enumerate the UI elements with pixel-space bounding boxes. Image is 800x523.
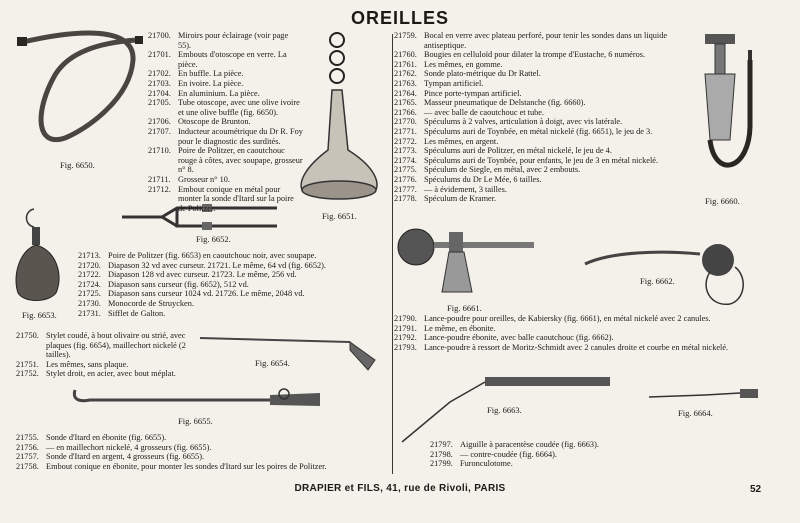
catalog-entry	[394, 89, 684, 99]
catalog-number: 21711.	[148, 174, 171, 184]
catalog-description: Bocal en verre avec plateau perforé, pour tenir les sondes dans un liquide antiseptique.	[424, 31, 668, 50]
catalog-number: 21774.	[394, 155, 417, 165]
catalog-description: Les mêmes, sans plaque.	[46, 359, 129, 369]
catalog-number: 21703.	[148, 78, 171, 88]
catalog-description: Sonde plato-métrique du Dr Rattel.	[424, 69, 541, 79]
catalog-number: 21731.	[78, 308, 101, 318]
catalog-number: 21706.	[148, 117, 171, 127]
catalog-entry	[430, 459, 730, 469]
catalog-description: Stylet droit, en acier, avec bout méplat.	[46, 369, 176, 379]
catalog-entry	[394, 194, 684, 204]
catalog-number: 21764.	[394, 88, 417, 98]
figure-caption-6662: Fig. 6662.	[640, 276, 675, 286]
catalog-description: Sonde d'Itard en ébonite (fig. 6655).	[46, 433, 167, 442]
catalog-description: Sonde d'Itard en argent, 4 grosseurs (fig. 6655).	[46, 452, 205, 462]
catalog-entry	[148, 127, 303, 146]
catalog-entry	[394, 185, 684, 195]
politzer-bulb-illustration	[16, 205, 66, 305]
catalog-description: Diapason 32 vd avec curseur. 21721. Le même, 64 vd (fig. 6652).	[108, 260, 326, 270]
catalog-description: Poire de Politzer, en caoutchouc rouge à côtes, avec soupape, grosseur n° 8.	[178, 146, 303, 175]
catalog-description: Grosseur n° 10.	[178, 174, 230, 184]
catalog-entry	[394, 165, 684, 175]
catalog-description: Otoscope de Brunton.	[178, 117, 251, 127]
catalog-number: 21701.	[148, 50, 171, 60]
catalog-description: Furonculotome.	[460, 459, 513, 469]
catalog-entry	[78, 261, 388, 271]
catalog-description: Tube otoscope, avec une olive ivoire et une olive buffle (fig. 6650).	[178, 98, 300, 117]
catalog-description: Diapason sans curseur (fig. 6652), 512 vd.	[108, 279, 249, 289]
catalog-description: Spéculums auri de Toynbée, pour enfants, le jeu de 3 en métal nickelé.	[424, 155, 659, 165]
catalog-number: 21702.	[148, 69, 171, 79]
figure-caption-6654: Fig. 6654.	[255, 358, 290, 368]
catalog-entry	[78, 251, 388, 261]
catalog-entry	[16, 443, 388, 453]
catalog-entry	[430, 440, 730, 450]
catalog-entry	[16, 462, 388, 472]
catalog-list-left-top	[148, 31, 303, 213]
catalog-entry	[148, 98, 303, 117]
catalog-number: 21798.	[430, 449, 453, 459]
catalog-entry	[16, 433, 388, 443]
catalog-list-right-bottom	[430, 440, 730, 469]
catalog-entry	[394, 156, 684, 166]
catalog-description: — avec balle de caoutchouc et tube.	[424, 107, 545, 117]
catalog-entry	[394, 175, 684, 185]
catalog-number: 21712.	[148, 184, 171, 194]
catalog-number: 21752.	[16, 369, 39, 379]
catalog-number: 21710.	[148, 146, 171, 156]
catalog-number: 21793.	[394, 342, 417, 352]
catalog-number: 21700.	[148, 31, 171, 40]
catalog-number: 21755.	[16, 433, 39, 442]
catalog-entry	[394, 60, 684, 70]
catalog-number: 21762.	[394, 69, 417, 79]
catalog-description: Spéculums auri de Politzer, en métal nickelé, le jeu de 4.	[424, 146, 612, 156]
catalog-list-left-bottom	[16, 433, 388, 471]
catalog-entry	[430, 450, 730, 460]
catalog-entry	[148, 50, 303, 69]
catalog-description: En buffle. La pièce.	[178, 69, 244, 79]
catalog-entry	[394, 108, 684, 118]
catalog-entry	[148, 146, 303, 175]
publisher-footer: DRAPIER et FILS, 41, rue de Rivoli, PARIS	[294, 483, 506, 494]
catalog-entry	[148, 117, 303, 127]
figure-caption-6663: Fig. 6663.	[487, 405, 522, 415]
catalog-description: Embout conique en ébonite, pour monter les sondes d'Itard sur les poires de Politzer.	[46, 461, 327, 471]
catalog-number: 21704.	[148, 88, 171, 98]
kabiersky-powder-blower-illustration	[394, 222, 544, 302]
catalog-description: Masseur pneumatique de Delstanche (fig. 6660).	[424, 98, 586, 108]
catalog-description: Poire de Politzer (fig. 6653) en caoutchouc noir, avec soupape.	[108, 251, 317, 260]
catalog-number: 21757.	[16, 452, 39, 462]
ebonite-powder-blower-illustration	[580, 222, 750, 312]
catalog-list-left-middle	[78, 251, 388, 318]
catalog-entry	[394, 50, 684, 60]
catalog-entry	[148, 79, 303, 89]
catalog-description: Diapason sans curseur 1024 vd. 21726. Le même, 2048 vd.	[108, 289, 305, 299]
catalog-entry	[78, 280, 388, 290]
catalog-description: Sifflet de Galton.	[108, 308, 166, 318]
catalog-description: Spéculum de Kramer.	[424, 194, 497, 204]
figure-caption-6664: Fig. 6664.	[678, 408, 713, 418]
catalog-description: Miroirs pour éclairage (voir page 55).	[178, 31, 289, 50]
catalog-number: 21765.	[394, 98, 417, 108]
catalog-number: 21776.	[394, 174, 417, 184]
catalog-description: En aluminium. La pièce.	[178, 88, 260, 98]
figure-caption-6650: Fig. 6650.	[60, 160, 95, 170]
catalog-number: 21791.	[394, 323, 417, 333]
catalog-entry	[148, 185, 303, 214]
catalog-number: 21750.	[16, 331, 39, 340]
catalog-number: 21759.	[394, 31, 417, 40]
catalog-number: 21725.	[78, 289, 101, 299]
catalog-description: Diapason 128 vd avec curseur. 21723. Le même, 256 vd.	[108, 270, 297, 280]
ear-speculum-illustration	[300, 30, 380, 202]
catalog-entry	[394, 314, 766, 324]
catalog-number: 21772.	[394, 136, 417, 146]
catalog-entry	[394, 127, 684, 137]
catalog-entry	[16, 452, 388, 462]
catalog-number: 21720.	[78, 260, 101, 270]
catalog-number: 21756.	[16, 442, 39, 452]
catalog-description: Lance-poudre pour oreilles, de Kabiersky (fig. 6661), en métal nickelé avec 2 canules.	[424, 314, 711, 323]
catalog-number: 21758.	[16, 461, 39, 471]
catalog-description: Lance-poudre ébonite, avec balle caoutchouc (fig. 6662).	[424, 333, 614, 343]
figure-caption-6655: Fig. 6655.	[178, 416, 213, 426]
catalog-entry	[16, 369, 206, 379]
catalog-list-right-middle	[394, 314, 766, 352]
catalog-entry	[394, 79, 684, 89]
catalog-description: Pince porte-tympan artificiel.	[424, 88, 522, 98]
itard-sonde-illustration	[70, 380, 330, 414]
catalog-number: 21766.	[394, 107, 417, 117]
catalog-description: Le même, en ébonite.	[424, 323, 496, 333]
catalog-entry	[78, 289, 388, 299]
catalog-number: 21777.	[394, 184, 417, 194]
catalog-number: 21713.	[78, 251, 101, 260]
catalog-description: Inducteur acoumétrique du Dr R. Foy pour le diagnostic des surdités.	[178, 126, 303, 146]
catalog-entry	[394, 137, 684, 147]
catalog-description: — en maillechort nickelé, 4 grosseurs (fig. 6655).	[46, 442, 212, 452]
catalog-entry	[148, 175, 303, 185]
catalog-number: 21775.	[394, 165, 417, 175]
figure-caption-6652: Fig. 6652.	[196, 234, 231, 244]
catalog-description: — à évidement, 3 tailles.	[424, 184, 507, 194]
catalog-entry	[394, 69, 684, 79]
catalog-number: 21760.	[394, 50, 417, 60]
catalog-entry	[394, 31, 684, 50]
catalog-entry	[16, 360, 206, 370]
catalog-entry	[394, 324, 766, 334]
catalog-description: Les mêmes, en gomme.	[424, 59, 503, 69]
catalog-entry	[394, 146, 684, 156]
catalog-entry	[148, 31, 303, 50]
catalog-number: 21771.	[394, 126, 417, 136]
catalog-number: 21778.	[394, 194, 417, 204]
catalog-description: Embouts d'otoscope en verre. La pièce.	[178, 50, 287, 69]
catalog-list-right-top	[394, 31, 684, 204]
catalog-entry	[394, 117, 684, 127]
catalog-entry	[78, 299, 388, 309]
catalog-number: 21724.	[78, 279, 101, 289]
catalog-description: Tympan artificiel.	[424, 78, 484, 88]
otoscope-tube-illustration	[15, 30, 145, 150]
catalog-number: 21763.	[394, 78, 417, 88]
catalog-entry	[394, 333, 766, 343]
page-number: 52	[750, 484, 762, 495]
catalog-number: 21751.	[16, 359, 39, 369]
catalog-description: Aiguille à paracentèse coudée (fig. 6663).	[460, 440, 599, 449]
page-title: OREILLES	[350, 8, 449, 28]
figure-caption-6653: Fig. 6653.	[22, 310, 57, 320]
catalog-description: Bougies en celluloïd pour dilater la trompe d'Eustache, 6 numéros.	[424, 50, 646, 60]
figure-caption-6661: Fig. 6661.	[447, 303, 482, 313]
catalog-entry	[78, 309, 388, 319]
stylet-illustration	[200, 330, 385, 380]
catalog-number: 21773.	[394, 146, 417, 156]
catalog-description: Lance-poudre à ressort de Moritz-Schmidt avec 2 canules droite et courbe en métal nickelé.	[424, 342, 729, 352]
catalog-description: Spéculums auri de Toynbée, en métal nickelé (fig. 6651), le jeu de 3.	[424, 126, 653, 136]
catalog-number: 21730.	[78, 298, 101, 308]
catalog-entry	[148, 89, 303, 99]
catalog-description: Embout conique en métal pour monter la sonde d'Itard sur la poire de Politzer.	[178, 184, 294, 213]
catalog-number: 21797.	[430, 440, 453, 449]
catalog-description: Stylet coudé, à bout olivaire ou strié, avec plaques (fig. 6654), maillechort nickelé (2 tailles).	[46, 331, 186, 360]
catalog-description: Spéculums du Dr Le Mée, 6 tailles.	[424, 174, 542, 184]
catalog-entry	[394, 343, 766, 353]
catalog-number: 21792.	[394, 333, 417, 343]
catalog-entry	[16, 331, 206, 360]
catalog-description: Les mêmes, en argent.	[424, 136, 499, 146]
column-divider	[392, 34, 393, 474]
catalog-number: 21790.	[394, 314, 417, 323]
delstanche-masseur-illustration	[690, 30, 770, 200]
catalog-entry	[394, 98, 684, 108]
catalog-description: Spéculums à 2 valves, articulation à doigt, avec vis latérale.	[424, 117, 623, 127]
catalog-number: 21799.	[430, 459, 453, 469]
catalog-description: — contre-coudée (fig. 6664).	[460, 449, 557, 459]
catalog-number: 21761.	[394, 59, 417, 69]
catalog-number: 21705.	[148, 98, 171, 108]
catalog-description: Spéculum de Siegle, en métal, avec 2 embouts.	[424, 165, 581, 175]
figure-caption-6651: Fig. 6651.	[322, 211, 357, 221]
catalog-description: En ivoire. La pièce.	[178, 78, 244, 88]
catalog-description: Monocorde de Struycken.	[108, 298, 194, 308]
catalog-number: 21707.	[148, 126, 171, 136]
catalog-entry	[78, 270, 388, 280]
catalog-number: 21722.	[78, 270, 101, 280]
catalog-entry	[148, 69, 303, 79]
catalog-list-left-stylet	[16, 331, 206, 379]
figure-caption-6660: Fig. 6660.	[705, 196, 740, 206]
catalog-number: 21770.	[394, 117, 417, 127]
